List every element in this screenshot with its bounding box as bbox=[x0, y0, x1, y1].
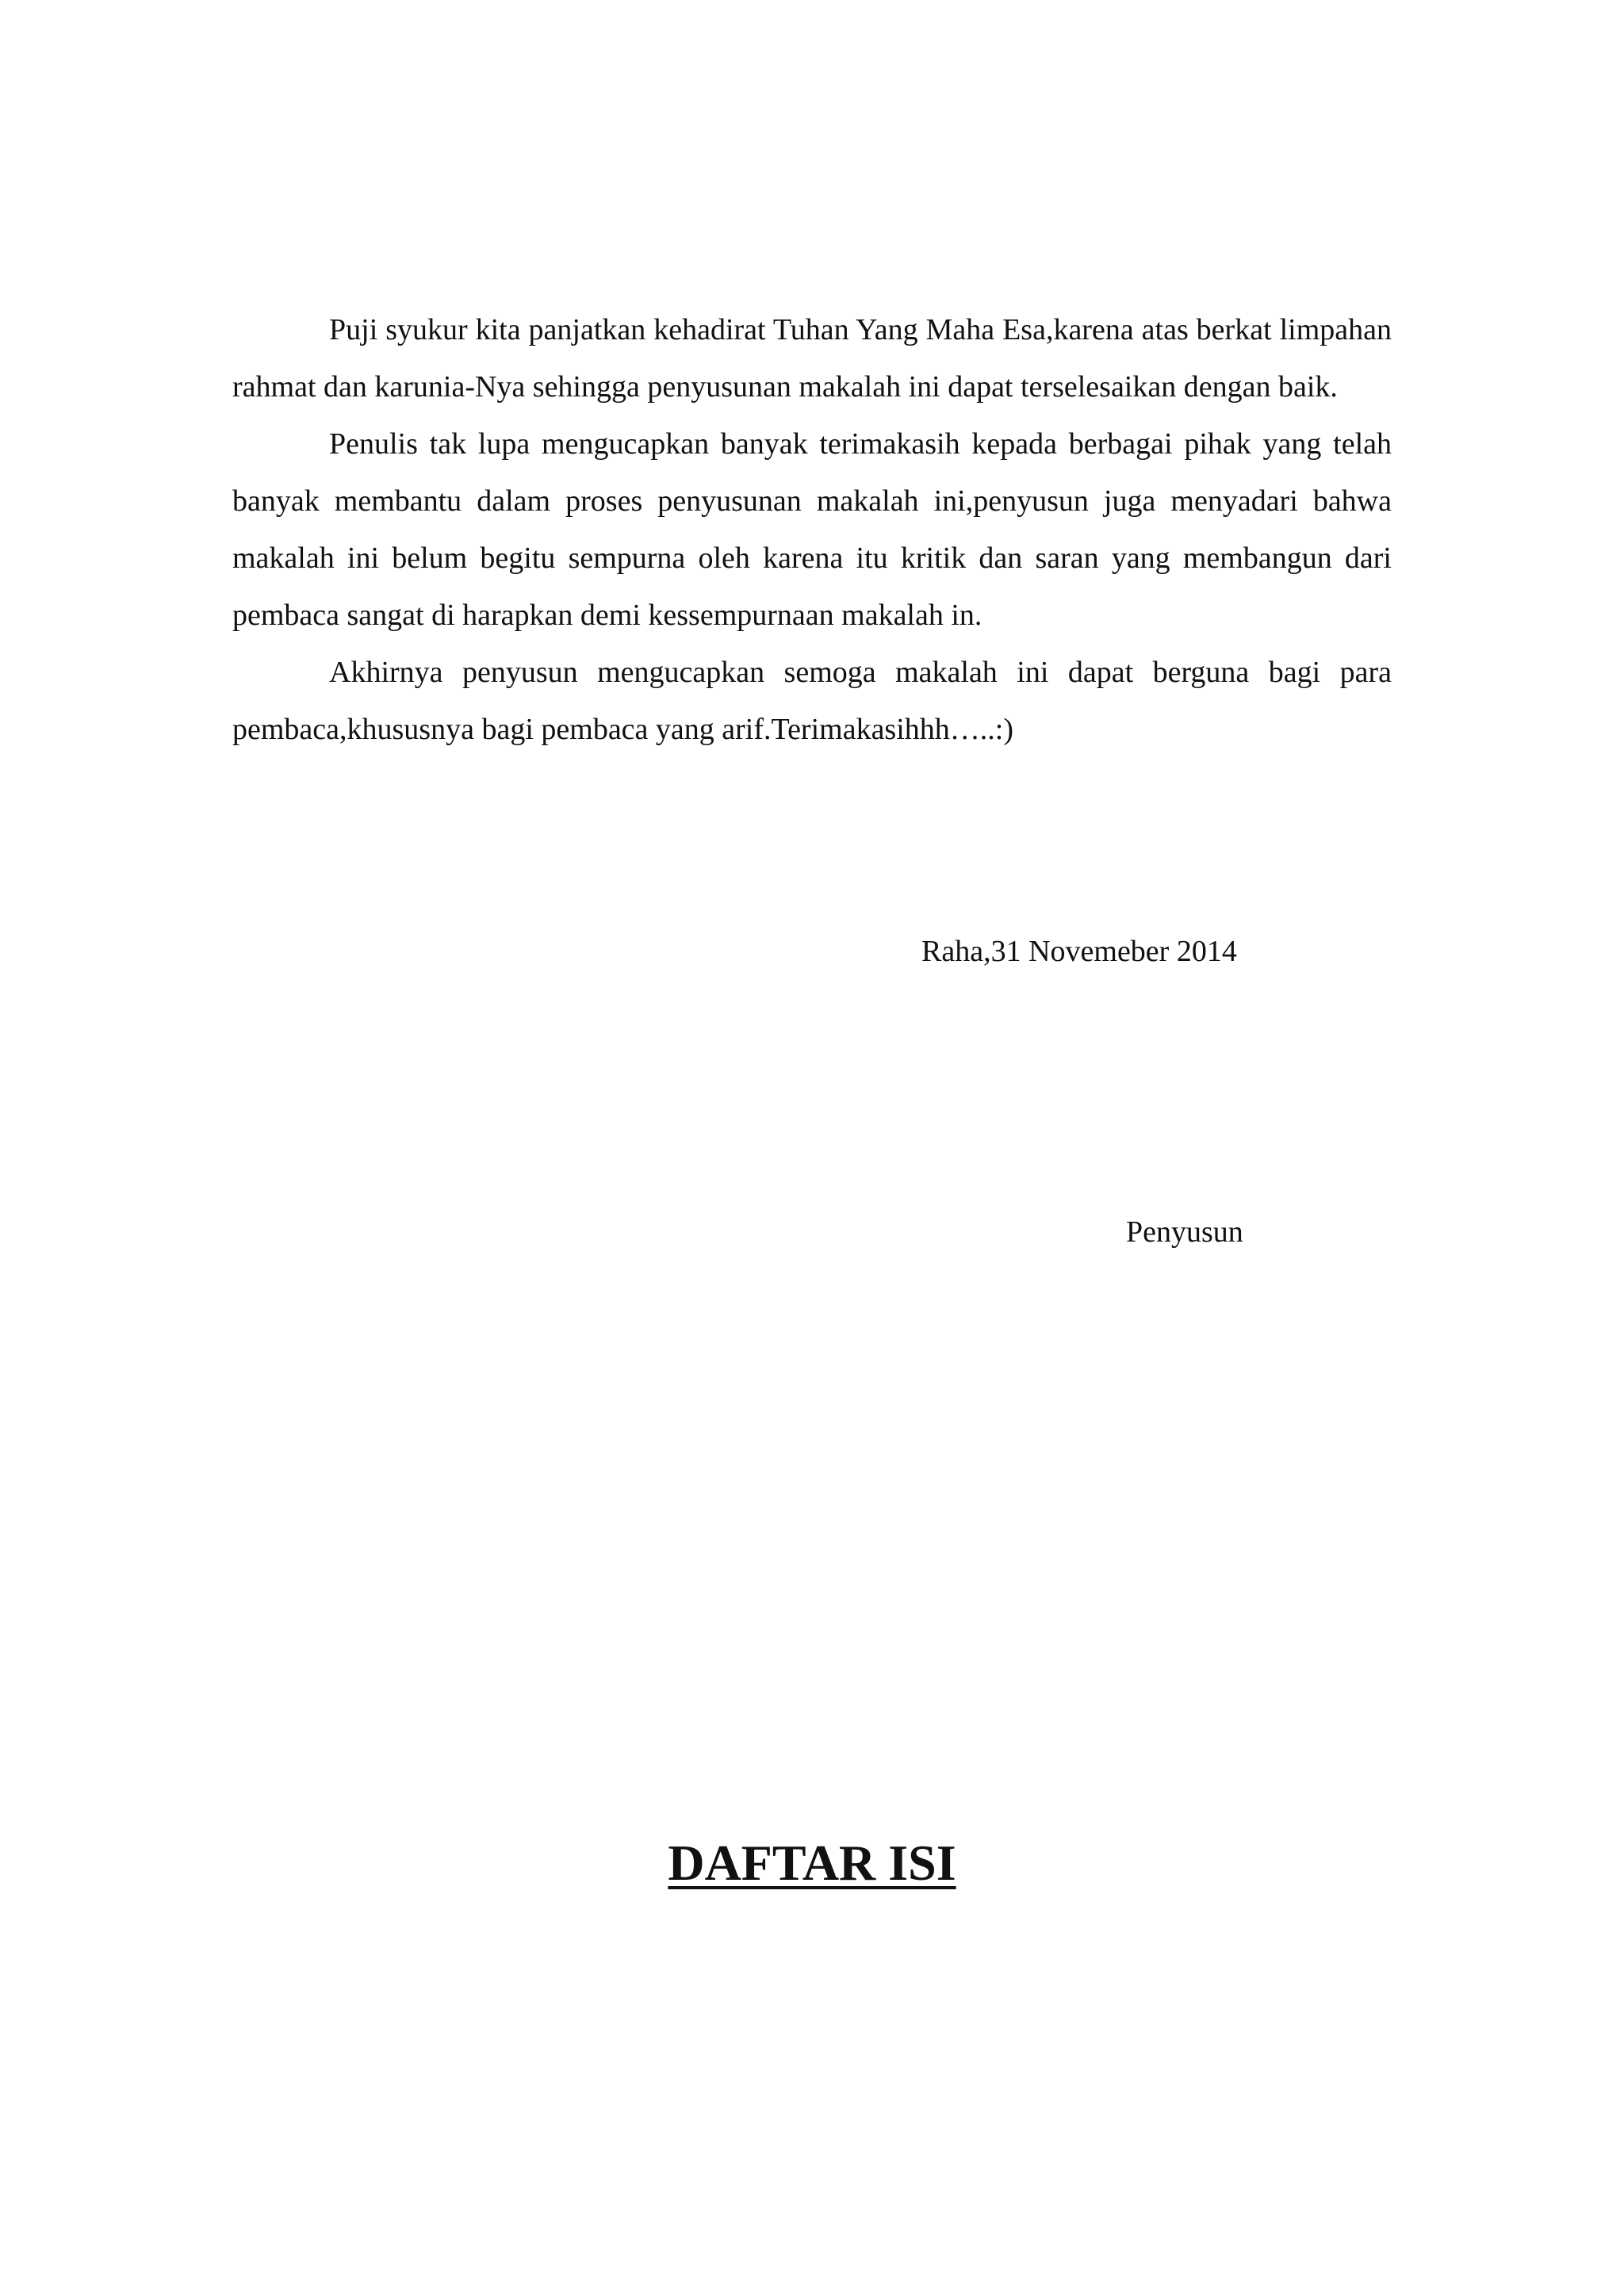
table-of-contents-heading bbox=[0, 1823, 1624, 1903]
paragraph-thanks: Penulis tak lupa mengucapkan banyak terimakasih kepada berbagai pihak yang telah banyak membantu dalam proses penyusunan makalah ini,penyusun juga menyadari bahwa makalah ini belum begitu sempurna oleh karena itu kritik dan saran yang membangun dari pembaca sangat di harapkan demi kessempurnaan makalah in. bbox=[232, 427, 1392, 632]
place-date: Raha,31 Novemeber 2014 bbox=[921, 935, 1237, 968]
toc-heading-text: DAFTAR ISI bbox=[668, 1835, 956, 1891]
preface-body bbox=[232, 301, 1392, 758]
paragraph-opening: Puji syukur kita panjatkan kehadirat Tuhan Yang Maha Esa,karena atas berkat limpahan rahmat dan karunia-Nya sehingga penyusunan makalah ini dapat terselesaikan dengan baik. bbox=[232, 313, 1392, 404]
author-signature: Penyusun bbox=[1126, 1215, 1243, 1249]
paragraph-closing: Akhirnya penyusun mengucapkan semoga makalah ini dapat berguna bagi para pembaca,khususnya bagi pembaca yang arif.Terimakasihhh…..:) bbox=[232, 656, 1392, 746]
